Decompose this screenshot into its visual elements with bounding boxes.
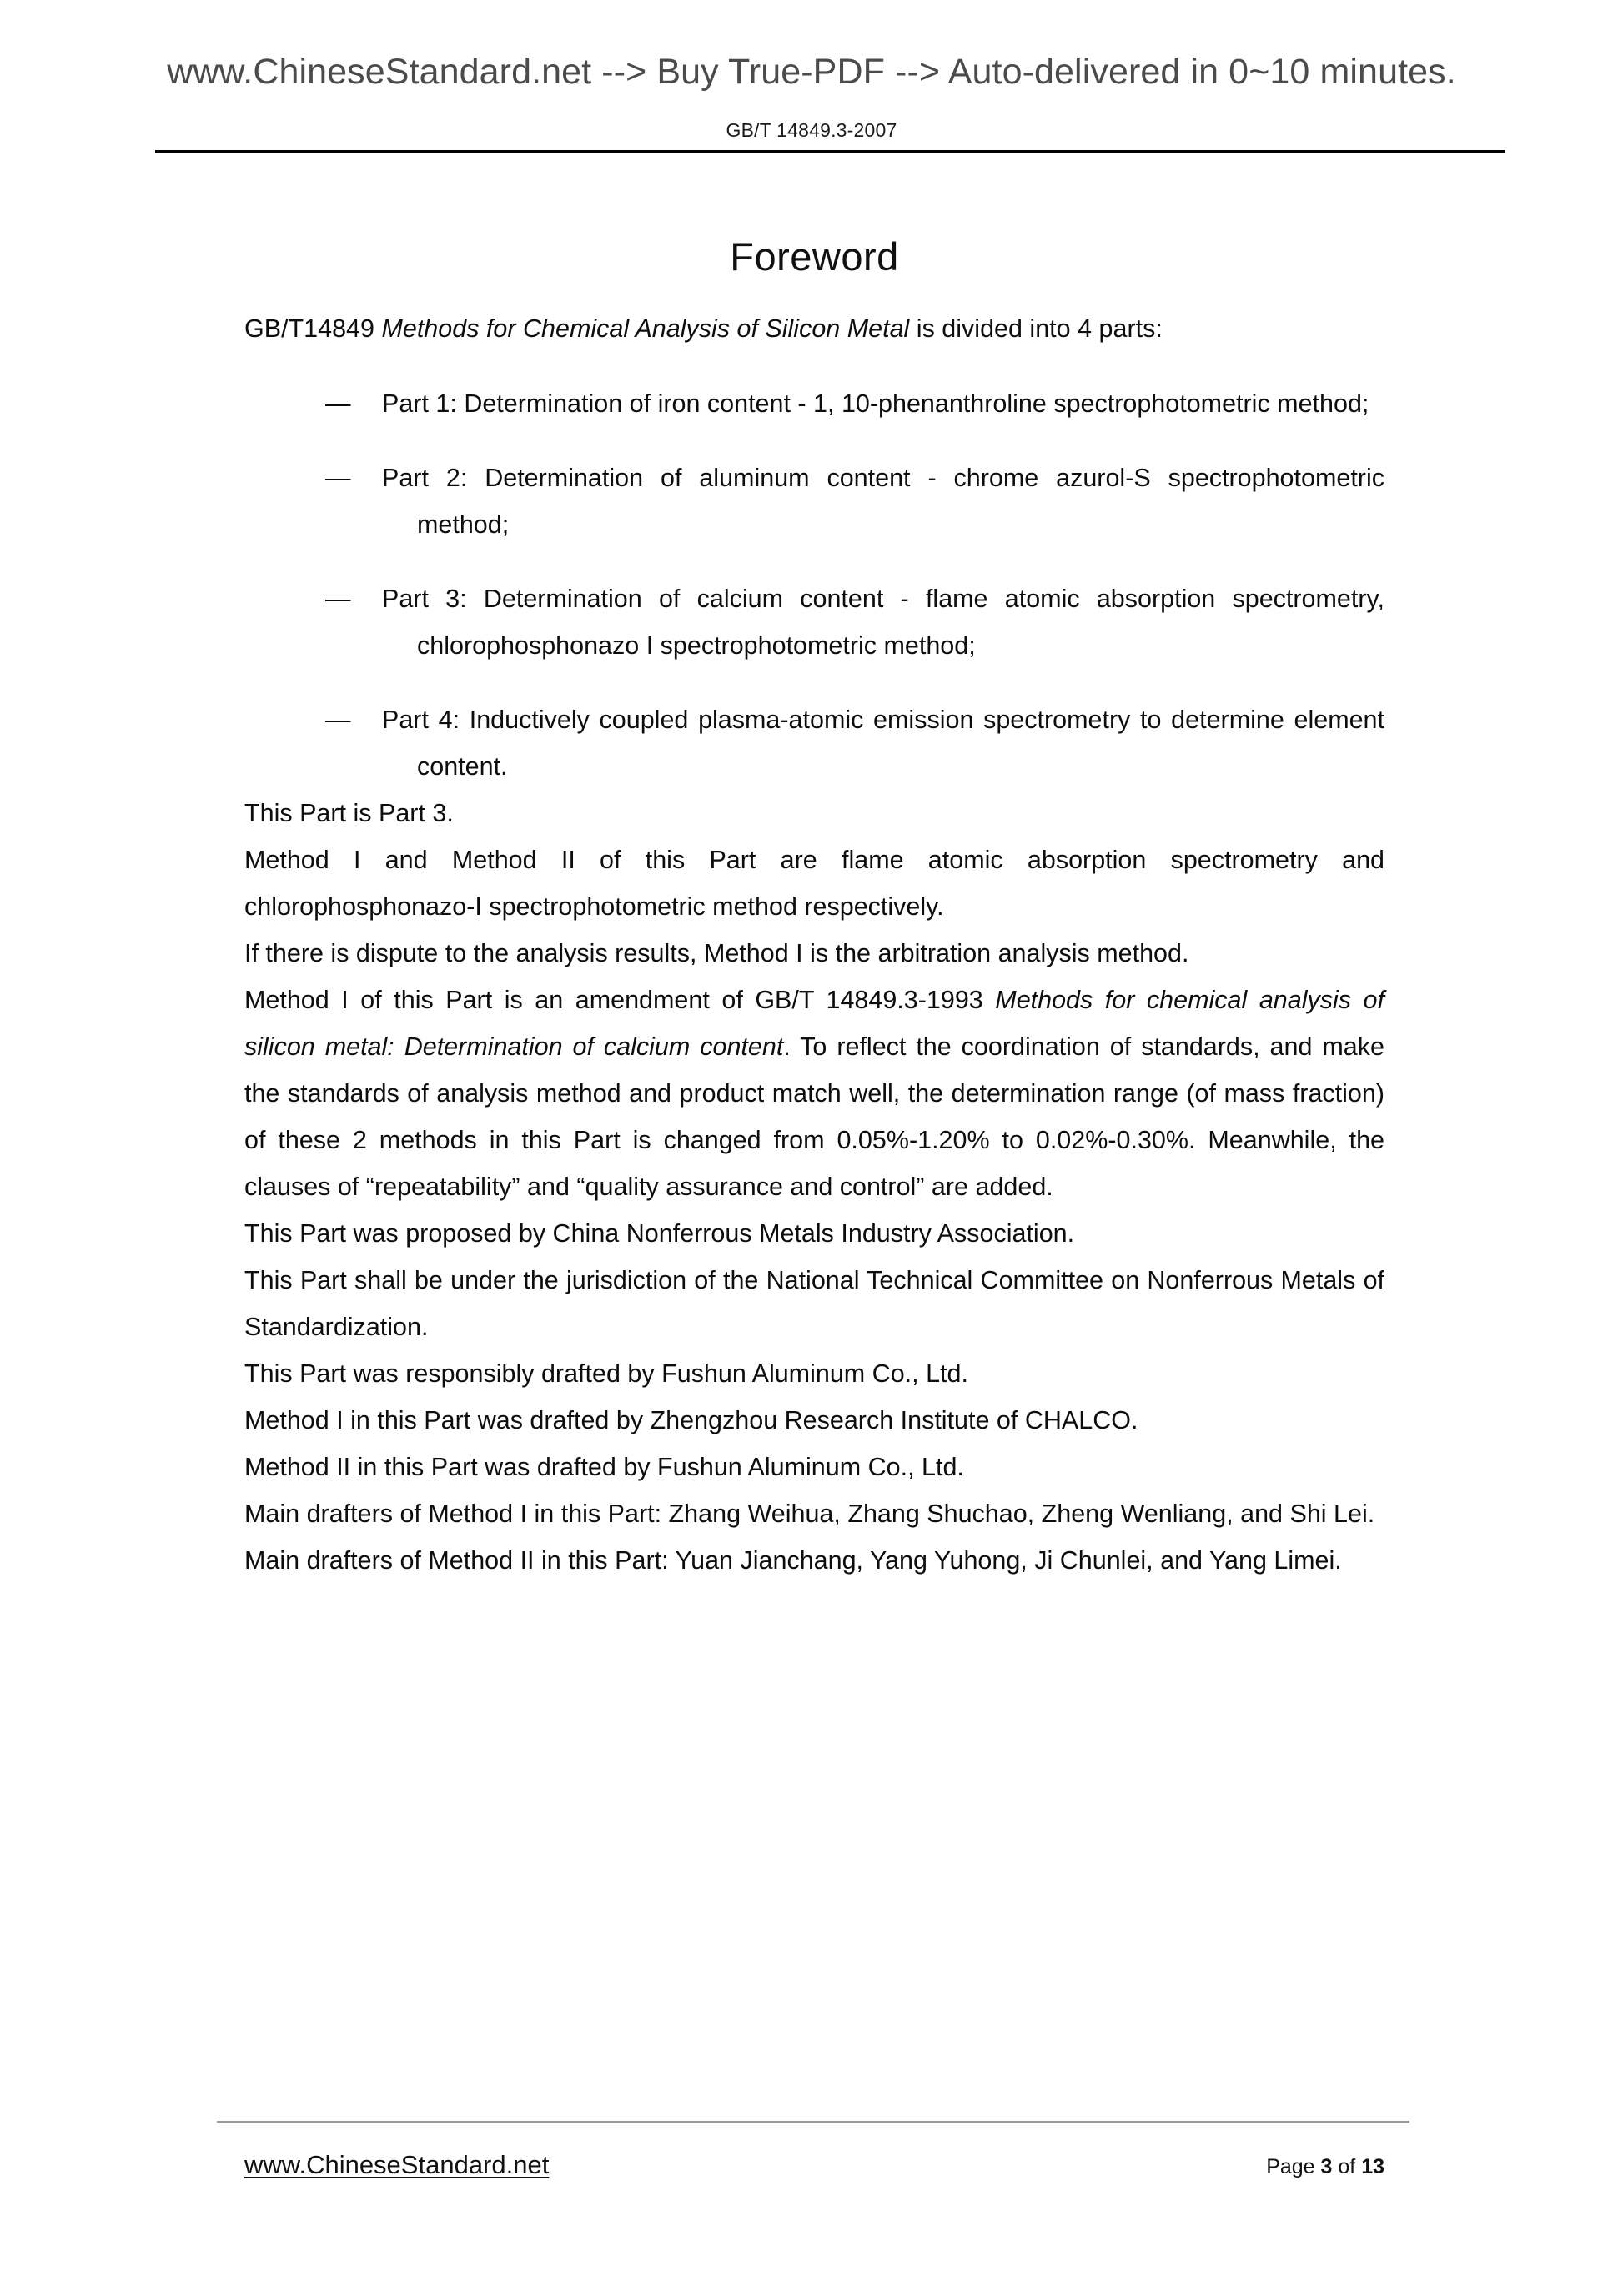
list-item [244, 455, 1384, 548]
parts-list [244, 380, 1384, 790]
paragraph-main-drafters-method1: Main drafters of Method I in this Part: Zhang Weihua, Zhang Shuchao, Zheng Wenliang, and Shi Lei. [244, 1500, 1375, 1529]
intro-paragraph [244, 305, 1384, 352]
list-item [244, 575, 1384, 669]
intro-suffix: is divided into 4 parts: [909, 314, 1163, 344]
list-item-text: Part 4: Inductively coupled plasma-atomic emission spectrometry to determine element content. [382, 706, 1384, 781]
paragraph-method1-drafted: Method I in this Part was drafted by Zhengzhou Research Institute of CHALCO. [244, 1406, 1138, 1435]
intro-italic-title: Methods for Chemical Analysis of Silicon Metal [381, 314, 910, 344]
amendment-prefix: Method I of this Part is an amendment of GB/T 14849.3-1993 [244, 986, 996, 1015]
page-title: Foreword [730, 234, 899, 279]
page-total: 13 [1361, 2155, 1384, 2178]
em-dash-bullet: — [325, 389, 351, 419]
em-dash-bullet: — [325, 706, 351, 735]
paragraph-proposed-by: This Part was proposed by China Nonferrous Metals Industry Association. [244, 1219, 1075, 1248]
paragraph-dispute: If there is dispute to the analysis results, Method I is the arbitration analysis method. [244, 939, 1189, 968]
paragraph-responsibly-drafted: This Part was responsibly drafted by Fushun Aluminum Co., Ltd. [244, 1359, 968, 1389]
paragraph-methods: Method I and Method II of this Part are flame atomic absorption spectrometry and chlorophosphonazo-I spectrophotometric method respectively. [244, 846, 1384, 922]
page-middle: of [1332, 2155, 1362, 2178]
amendment-suffix: . To reflect the coordination of standards, and make the standards of analysis method and product match well, the determination range (of mass fraction) of these 2 methods in this Part is changed from 0.05%-1.20% to 0.02%-0.30%. Meanwhile, the clauses of “repeatability” and “quality assurance and control” are added. [244, 1032, 1384, 1202]
footer-website-link[interactable]: www.ChineseStandard.net [244, 2150, 550, 2179]
list-item-text: Part 1: Determination of iron content - 1, 10-phenanthroline spectrophotometric method; [382, 389, 1369, 419]
watermark-header: www.ChineseStandard.net --> Buy True-PDF --> Auto-delivered in 0~10 minutes. [167, 52, 1456, 92]
em-dash-bullet: — [325, 464, 351, 493]
page-footer [244, 2150, 1384, 2180]
list-item-text: Part 3: Determination of calcium content - flame atomic absorption spectrometry, chlorophosphonazo I spectrophotometric method; [382, 585, 1384, 661]
paragraph-main-drafters-method2: Main drafters of Method II in this Part: Yuan Jianchang, Yang Yuhong, Ji Chunlei, and Yang Limei. [244, 1546, 1342, 1575]
footer-divider [217, 2121, 1409, 2123]
document-body [244, 0, 1384, 1584]
page-prefix: Page [1266, 2155, 1321, 2178]
paragraph-method2-drafted: Method II in this Part was drafted by Fushun Aluminum Co., Ltd. [244, 1453, 964, 1482]
page-current: 3 [1320, 2155, 1333, 2178]
paragraph-jurisdiction: This Part shall be under the jurisdiction of the National Technical Committee on Nonferrous Metals of Standardization. [244, 1266, 1384, 1342]
intro-prefix: GB/T14849 [244, 314, 382, 344]
em-dash-bullet: — [325, 585, 351, 614]
page-number [1266, 2155, 1384, 2179]
standard-code-header: GB/T 14849.3-2007 [726, 119, 897, 141]
paragraph-this-part: This Part is Part 3. [244, 799, 454, 828]
list-item [244, 380, 1384, 427]
list-item-text: Part 2: Determination of aluminum content - chrome azurol-S spectrophotometric method; [382, 464, 1384, 540]
paragraph-amendment [244, 977, 1384, 1210]
amendment-italic-title: Methods for chemical analysis of silicon metal: Determination of calcium content [244, 986, 1384, 1062]
list-item [244, 696, 1384, 790]
